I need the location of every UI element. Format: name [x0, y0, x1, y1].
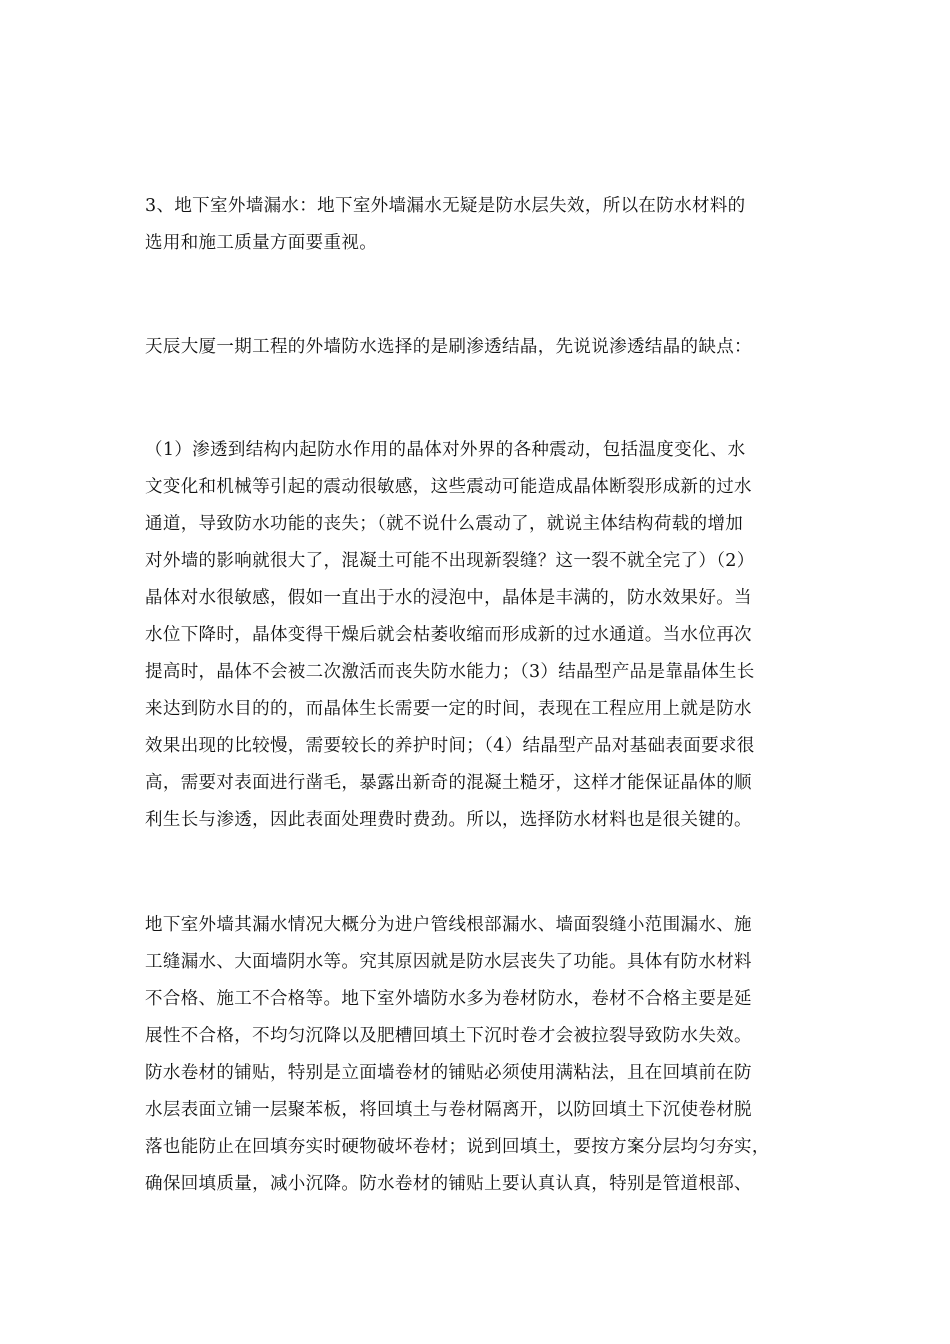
- text-line: 文变化和机械等引起的震动很敏感，这些震动可能造成晶体断裂形成新的过水: [145, 477, 752, 497]
- text-line: 水位下降时，晶体变得干燥后就会枯萎收缩而形成新的过水通道。当水位再次: [145, 625, 752, 645]
- text-line: 利生长与渗透，因此表面处理费时费劲。所以，选择防水材料也是很关键的。: [145, 810, 752, 830]
- text-line: 不合格、施工不合格等。地下室外墙防水多为卷材防水，卷材不合格主要是延: [145, 989, 752, 1009]
- text-line: 选用和施工质量方面要重视。: [145, 233, 378, 253]
- text-line: 展性不合格，不均匀沉降以及肥槽回填土下沉时卷才会被拉裂导致防水失效。: [145, 1026, 752, 1046]
- text-line: 确保回填质量，减小沉降。防水卷材的铺贴上要认真认真，特别是管道根部、: [145, 1174, 752, 1194]
- text-line: 来达到防水目的的，而晶体生长需要一定的时间，表现在工程应用上就是防水: [145, 699, 752, 719]
- text-line: （1）渗透到结构内起防水作用的晶体对外界的各种震动，包括温度变化、水: [145, 440, 746, 460]
- paragraph-tianchen-project: [145, 329, 815, 366]
- text-line: 工缝漏水、大面墙阴水等。究其原因就是防水层丧失了功能。具体有防水材料: [145, 952, 752, 972]
- text-line: 通道，导致防水功能的丧失；（就不说什么震动了，就说主体结构荷载的增加: [145, 514, 744, 534]
- text-line: 提高时，晶体不会被二次激活而丧失防水能力；（3）结晶型产品是靠晶体生长: [145, 662, 755, 682]
- text-line: 水层表面立铺一层聚苯板，将回填土与卷材隔离开，以防回填土下沉使卷材脱: [145, 1100, 752, 1120]
- text-line: 3、地下室外墙漏水：地下室外墙漏水无疑是防水层失效，所以在防水材料的: [145, 196, 746, 216]
- text-line: 晶体对水很敏感，假如一直出于水的浸泡中，晶体是丰满的，防水效果好。当: [145, 588, 752, 608]
- paragraph-leak-causes: [145, 907, 815, 1203]
- text-line: 对外墙的影响就很大了，混凝土可能不出现新裂缝？这一裂不就全完了）（2）: [145, 551, 755, 571]
- text-line: 落也能防止在回填夯实时硬物破坏卷材；说到回填土，要按方案分层均匀夯实，: [145, 1137, 770, 1157]
- paragraph-crystal-drawbacks: [145, 432, 815, 839]
- text-line: 天辰大厦一期工程的外墙防水选择的是刷渗透结晶，先说说渗透结晶的缺点：: [145, 337, 752, 357]
- text-line: 效果出现的比较慢，需要较长的养护时间；（4）结晶型产品对基础表面要求很: [145, 736, 755, 756]
- text-line: 高，需要对表面进行凿毛，暴露出新奇的混凝土糙牙，这样才能保证晶体的顺: [145, 773, 752, 793]
- paragraph-basement-wall-leak: [145, 188, 815, 262]
- text-line: 防水卷材的铺贴，特别是立面墙卷材的铺贴必须使用满粘法，且在回填前在防: [145, 1063, 752, 1083]
- text-line: 地下室外墙其漏水情况大概分为进户管线根部漏水、墙面裂缝小范围漏水、施: [145, 915, 752, 935]
